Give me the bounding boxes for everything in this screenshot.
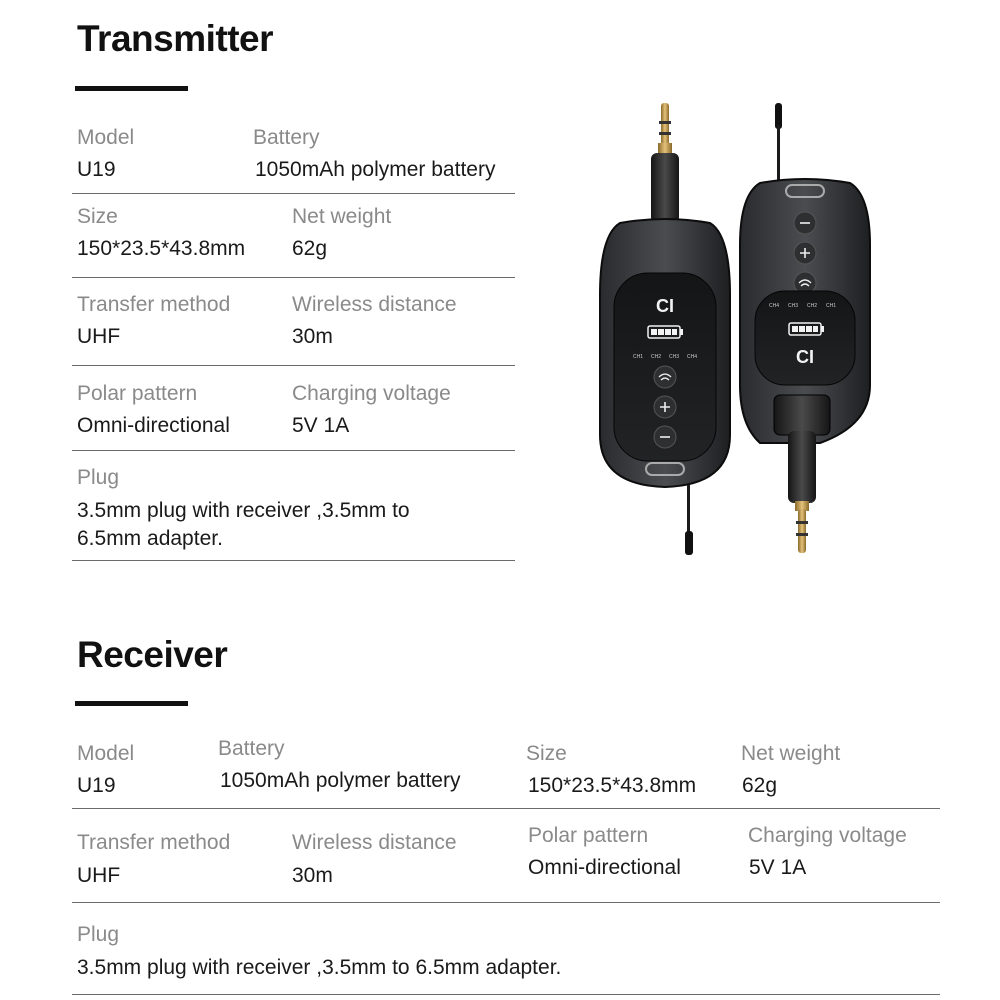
right-ch1-label: CH1 — [825, 303, 837, 309]
tx-voltage-value: 5V 1A — [292, 414, 350, 437]
tx-size-value: 150*23.5*43.8mm — [77, 237, 246, 260]
product-image — [590, 95, 890, 565]
divider — [72, 560, 515, 561]
divider — [72, 994, 940, 995]
rx-distance-value: 30m — [292, 864, 333, 887]
tx-battery-value: 1050mAh polymer battery — [255, 158, 496, 181]
divider — [72, 365, 515, 366]
tx-plug-label: Plug — [77, 466, 120, 489]
rx-model-value: U19 — [77, 774, 116, 797]
rx-battery-value: 1050mAh polymer battery — [220, 769, 461, 792]
right-ch4-label: CH4 — [768, 303, 780, 309]
tx-model-label: Model — [77, 126, 135, 149]
rx-battery-label: Battery — [218, 737, 285, 760]
rx-voltage-value: 5V 1A — [749, 856, 807, 879]
tx-polar-label: Polar pattern — [77, 382, 198, 405]
right-logo: CI — [796, 347, 814, 367]
divider — [72, 902, 940, 903]
divider — [72, 450, 515, 451]
right-device — [740, 103, 870, 553]
tx-weight-value: 62g — [292, 237, 328, 260]
tx-model-value: U19 — [77, 158, 116, 181]
left-ch2-label: CH2 — [650, 354, 662, 360]
rx-weight-label: Net weight — [741, 742, 841, 765]
left-ch4-label: CH4 — [686, 354, 698, 360]
rx-transfer-label: Transfer method — [77, 831, 231, 854]
divider — [72, 193, 515, 194]
left-device — [600, 103, 730, 555]
rx-transfer-value: UHF — [77, 864, 121, 887]
rx-weight-value: 62g — [742, 774, 778, 797]
rx-size-label: Size — [526, 742, 567, 765]
tx-distance-label: Wireless distance — [292, 293, 457, 316]
transmitter-title: Transmitter — [77, 18, 274, 59]
tx-size-label: Size — [77, 205, 118, 228]
rx-size-value: 150*23.5*43.8mm — [528, 774, 697, 797]
tx-transfer-value: UHF — [77, 325, 121, 348]
divider — [72, 808, 940, 809]
right-ch3-label: CH3 — [787, 303, 799, 309]
tx-distance-value: 30m — [292, 325, 333, 348]
tx-polar-value: Omni-directional — [77, 414, 230, 437]
right-ch2-label: CH2 — [806, 303, 818, 309]
transmitter-title-underline — [75, 86, 188, 91]
rx-model-label: Model — [77, 742, 135, 765]
rx-plug-label: Plug — [77, 923, 120, 946]
receiver-title-underline — [75, 701, 188, 706]
rx-distance-label: Wireless distance — [292, 831, 457, 854]
rx-polar-value: Omni-directional — [528, 856, 681, 879]
tx-voltage-label: Charging voltage — [292, 382, 451, 405]
left-ch3-label: CH3 — [668, 354, 680, 360]
rx-voltage-label: Charging voltage — [748, 824, 907, 847]
tx-plug-value: 3.5mm plug with receiver ,3.5mm to 6.5mm adapter. — [77, 499, 410, 550]
tx-transfer-label: Transfer method — [77, 293, 231, 316]
divider — [72, 277, 515, 278]
rx-plug-value: 3.5mm plug with receiver ,3.5mm to 6.5mm adapter. — [77, 956, 562, 979]
tx-weight-label: Net weight — [292, 205, 392, 228]
left-ch1-label: CH1 — [632, 354, 644, 360]
left-logo: CI — [656, 296, 674, 316]
tx-battery-label: Battery — [253, 126, 320, 149]
receiver-title: Receiver — [77, 634, 228, 675]
rx-polar-label: Polar pattern — [528, 824, 649, 847]
